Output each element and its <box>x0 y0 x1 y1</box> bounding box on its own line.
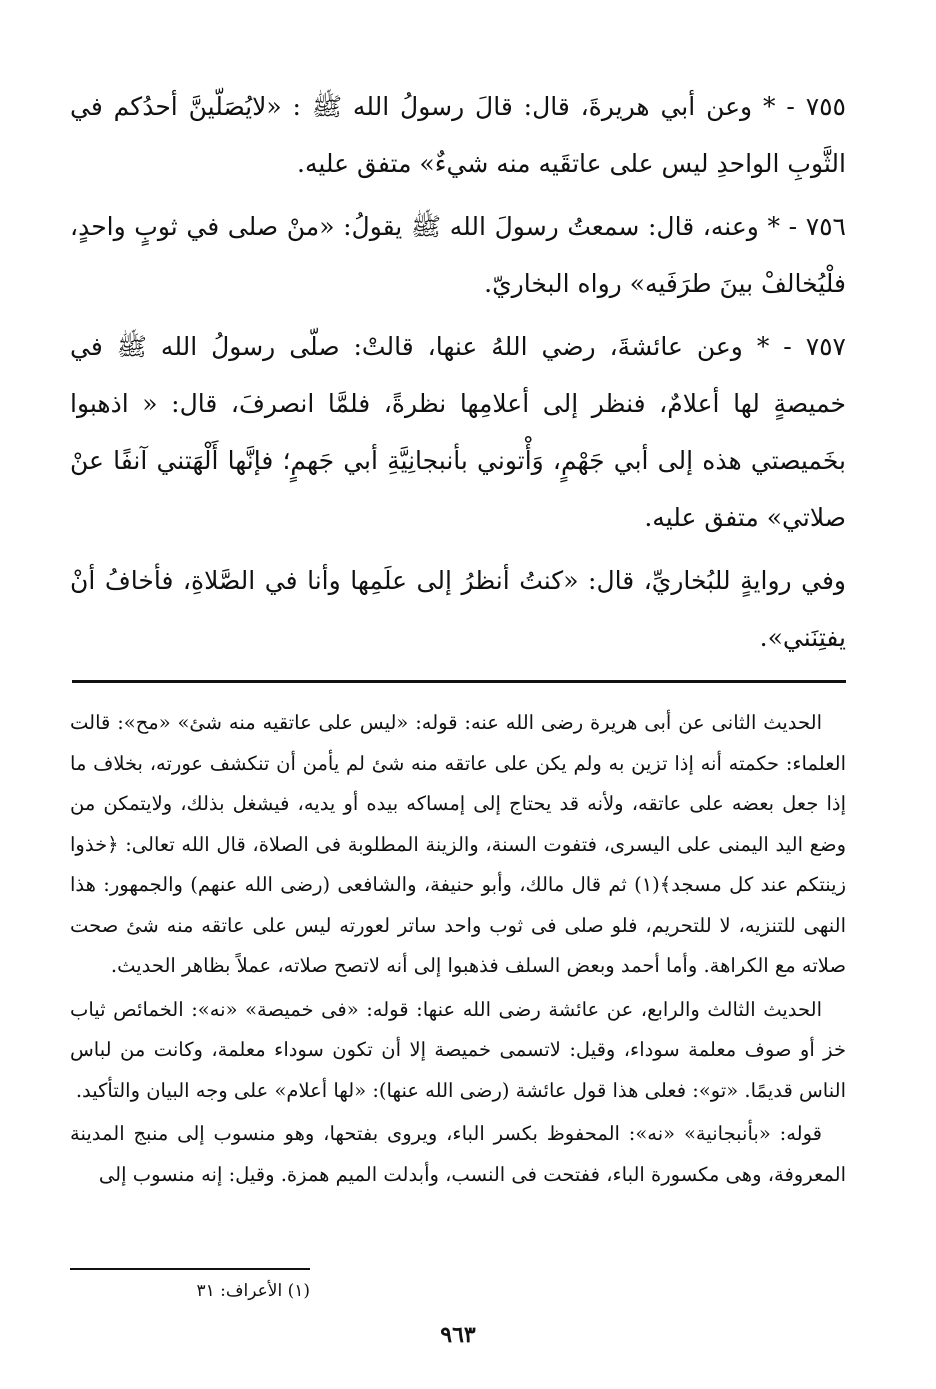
hadith-757-bukhari-narration: وفي روايةٍ للبُخاريِّ، قال: «كنتُ أنظرُ إلى علَمِها وأنا في الصَّلاةِ، فأخافُ أنْ يفتِنَني». <box>70 566 846 652</box>
commentary-paragraph: قوله: «بأنبجانية» «نه»: المحفوظ بكسر الباء، ويروى بفتحها، وهو منسوب إلى منبج المدينة المعروفة، وهى مكسورة الباء، ففتحت فى النسب، وأبدلت الميم همزة. وقيل: إنه منسوب إلى <box>70 1122 846 1186</box>
page-number: ٩٦٣ <box>440 1322 476 1348</box>
document-page <box>70 78 846 1358</box>
hadith-756: ٧٥٦ - * وعنه، قال: سمعتُ رسولَ الله ﷺ يقولُ: «منْ صلى في ثوبٍ واحدٍ، فلْيُخالفْ بينَ طرَفَيه» رواه البخاريّ. <box>70 212 846 298</box>
footnote-divider <box>70 1268 310 1270</box>
hadith-755: ٧٥٥ - * وعن أبي هريرةَ، قال: قالَ رسولُ الله ﷺ : «لايُصَلّينَّ أحدُكم في الثَّوبِ الواحدِ ليس على عاتقَيه منه شيءٌ» متفق عليه. <box>70 92 846 178</box>
hadith-757: ٧٥٧ - * وعن عائشةَ، رضي اللهُ عنها، قالتْ: صلّى رسولُ الله ﷺ في خميصةٍ لها أعلامٌ، فنظر إلى أعلامِها نظرةً، فلمَّا انصرفَ، قال: « اذهبوا بخَميصتي هذه إلى أبي جَهْمٍ، وَأْتوني بأنبجانِيَّةِ أبي جَهمٍ؛ فإنَّها أَلْهَتني آنفًا عنْ صلاتي» متفق عليه. <box>70 332 846 532</box>
commentary-paragraph: الحديث الثالث والرابع، عن عائشة رضى الله عنها: قوله: «فى خميصة» «نه»: الخمائص ثياب خز أو صوف معلمة سوداء، وقيل: لاتسمى خميصة إلا أن تكون سوداء معلمة، وكانت من لباس الناس قديمًا. «تو»: فعلى هذا قول عائشة (رضى الله عنها): «لها أعلام» على وجه البيان والتأكيد. <box>70 997 846 1102</box>
hadith-text <box>70 78 846 666</box>
footnote: (١) الأعراف: ٣١ <box>196 1281 310 1301</box>
section-divider <box>72 680 846 683</box>
commentary-paragraph: الحديث الثانى عن أبى هريرة رضى الله عنه: قوله: «ليس على عاتقيه منه شئ» «مح»: قالت العلماء: حكمته أنه إذا تزين به ولم يكن على عاتقه منه شئ لم يأمن أن تنكشف عورته، بخلاف ما إذا جعل بعضه على عاتقه، ولأنه قد يحتاج إلى إمساكه بيده أو يديه، فيشغل بذلك، ولايتمكن من وضع اليد اليمنى على اليسرى، فتفوت السنة، والزينة المطلوبة فى الصلاة، قال الله تعالى: ﴿خذوا زينتكم عند كل مسجد﴾(١) ثم قال مالك، وأبو حنيفة، والشافعى (رضى الله عنهم) والجمهور: هذا النهى للتنزيه، لا للتحريم، فلو صلى فى ثوب واحد ساتر لعورته ليس على عاتقه منه شئ صحت صلاته مع الكراهة. وأما أحمد وبعض السلف فذهبوا إلى أنه لاتصح صلاته، عملاً بظاهر الحديث. <box>70 711 846 977</box>
commentary <box>70 703 846 1195</box>
